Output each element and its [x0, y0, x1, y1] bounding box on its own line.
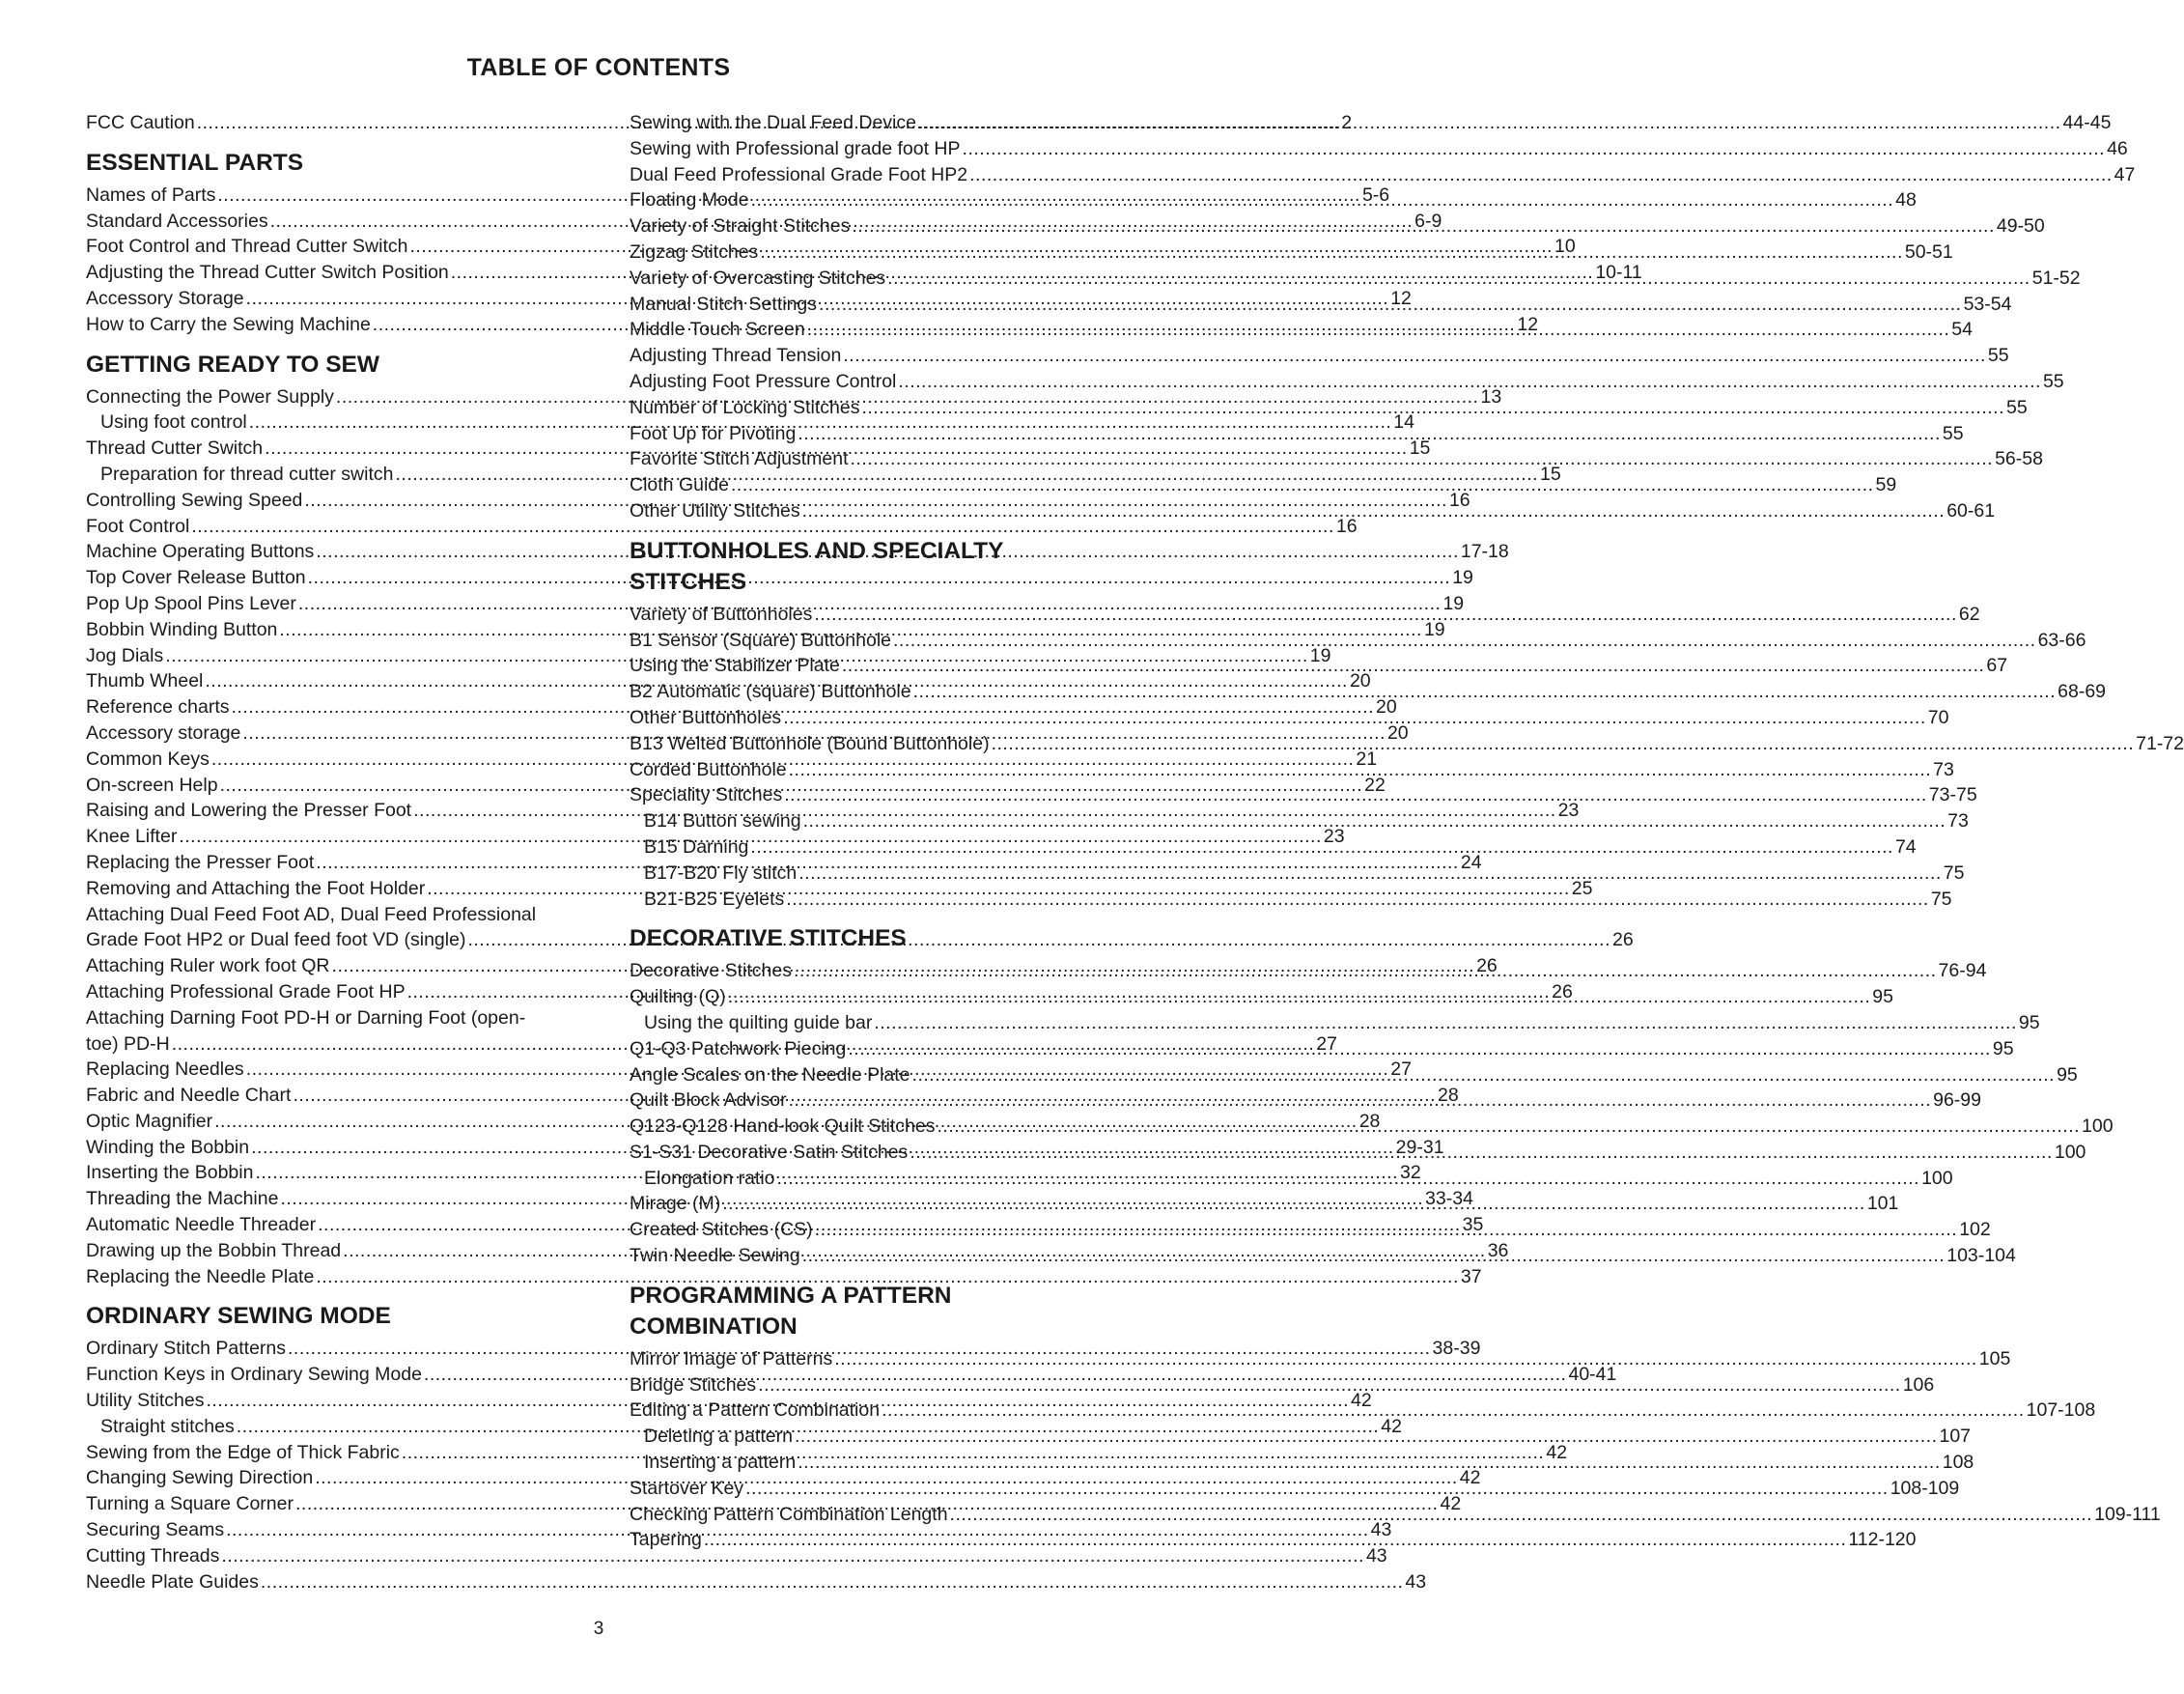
- toc-entry-title: Middle Touch Screen: [630, 319, 805, 341]
- toc-entry-page: 109-111: [2094, 1503, 2161, 1525]
- toc-entry-title: Winding the Bobbin: [86, 1136, 250, 1158]
- toc-entry-page: 55: [1942, 422, 1964, 444]
- toc-entry-title: Replacing the Needle Plate: [86, 1265, 315, 1287]
- toc-entry-page: 15: [1409, 438, 1431, 460]
- section-heading-line: PROGRAMMING A PATTERN: [630, 1282, 952, 1309]
- toc-leader-dots: [913, 679, 2057, 705]
- toc-entry-title: Connecting the Power Supply: [86, 385, 334, 408]
- toc-entry-page: 44-45: [2062, 112, 2112, 133]
- toc-leader-dots: [789, 1087, 1932, 1114]
- toc-leader-dots: [704, 1527, 1847, 1553]
- toc-entry-page: 19: [1423, 618, 1445, 640]
- toc-entry-page: 74: [1894, 835, 1917, 858]
- toc-entry-page: 42: [1381, 1415, 1402, 1437]
- toc-entry-title: Number of Locking Stitches: [630, 396, 860, 418]
- toc-entry-page: 76-94: [1938, 960, 1987, 982]
- toc-entry-title: Turning a Square Corner: [86, 1493, 294, 1515]
- toc-entry[interactable]: [86, 1264, 1482, 1290]
- toc-entry-title: B21-B25 Eyelets: [644, 888, 785, 910]
- toc-entry-page: 53-54: [1963, 293, 2012, 315]
- toc-entry-title: Jog Dials: [86, 644, 164, 666]
- toc-entry-page: 42: [1351, 1390, 1372, 1412]
- toc-entry-title: Machine Operating Buttons: [86, 541, 315, 563]
- toc-entry-title: Variety of Straight Stitches: [630, 215, 851, 238]
- toc-entry-page: 33-34: [1425, 1188, 1473, 1210]
- toc-entry-title: Threading the Machine: [86, 1188, 279, 1210]
- toc-entry-title: Speciality Stitches: [630, 784, 783, 806]
- toc-leader-dots: [722, 1191, 1865, 1217]
- toc-leader-dots: [795, 1424, 1938, 1450]
- toc-entry-title: Q123-Q128 Hand-look Quilt Stitches: [630, 1115, 936, 1138]
- toc-entry-title: Ordinary Stitch Patterns: [86, 1338, 286, 1360]
- toc-entry-page: 26: [1611, 929, 1634, 951]
- toc-entry-title: Accessory storage: [86, 721, 241, 744]
- toc-leader-dots: [815, 1217, 1958, 1243]
- toc-entry-page: 29-31: [1395, 1136, 1444, 1158]
- toc-entry-title: Fabric and Needle Chart: [86, 1085, 292, 1107]
- toc-entry-title: Decorative Stitches: [630, 960, 792, 982]
- toc-entry-page: 15: [1540, 463, 1561, 485]
- toc-entry-title: Cutting Threads: [86, 1544, 220, 1567]
- toc-entry-page: 71-72: [2136, 732, 2184, 754]
- toc-leader-dots: [834, 1346, 1977, 1372]
- toc-leader-dots: [731, 472, 1874, 498]
- page-number: 3: [593, 1619, 604, 1639]
- toc-entry-title: B15 Darning: [644, 835, 749, 858]
- toc-leader-dots: [898, 369, 2041, 395]
- section-heading-line: BUTTONHOLES AND SPECIALTY: [630, 537, 1004, 564]
- toc-entry-title: Needle Plate Guides: [86, 1570, 259, 1593]
- toc-entry-page: 95: [1872, 986, 1893, 1008]
- toc-entry-page: 56-58: [1995, 448, 2043, 470]
- toc-entry-page: 20: [1376, 696, 1397, 719]
- toc-entry-title: Variety of Buttonholes: [630, 603, 813, 625]
- section-heading: ORDINARY SEWING MODE: [86, 1303, 391, 1330]
- toc-entry-title: Replacing Needles: [86, 1059, 244, 1081]
- toc-leader-dots: [842, 653, 1985, 679]
- toc-entry-title: B17-B20 Fly stitch: [644, 861, 798, 884]
- toc-entry-page: 95: [1992, 1037, 2014, 1059]
- toc-entry-page: 27: [1390, 1059, 1412, 1081]
- toc-entry-page: 70: [1927, 706, 1949, 728]
- toc-entry-title: toe) PD-H: [86, 1032, 170, 1055]
- toc-entry-title: Top Cover Release Button: [86, 567, 306, 589]
- toc-entry-page: 107-108: [2026, 1399, 2096, 1422]
- toc-entry-page: 28: [1358, 1110, 1381, 1132]
- toc-leader-dots: [992, 731, 2135, 757]
- toc-entry-page: 42: [1459, 1467, 1481, 1489]
- toc-entry-page: 2: [1341, 112, 1353, 133]
- toc-entry-title: Sewing from the Edge of Thick Fabric: [86, 1441, 400, 1463]
- toc-entry-page: 63-66: [2037, 629, 2086, 651]
- toc-entry-title: B14 Button sewing: [644, 810, 801, 833]
- toc-entry-title: Common Keys: [86, 748, 210, 770]
- toc-entry-title: Using the Stabilizer Plate: [630, 655, 840, 677]
- toc-entry-title: Tapering: [630, 1529, 702, 1551]
- section-heading: [630, 1281, 1145, 1342]
- toc-leader-dots: [803, 808, 1946, 834]
- toc-entry-page: 26: [1476, 955, 1498, 977]
- toc-entry-page: 100: [2082, 1115, 2114, 1138]
- toc-entry-page: 73-75: [1928, 784, 1977, 806]
- toc-entry-page: 14: [1393, 411, 1414, 434]
- toc-entry-title: Bridge Stitches: [630, 1373, 757, 1396]
- toc-entry-page: 28: [1438, 1085, 1459, 1107]
- toc-leader-dots: [912, 1062, 2056, 1088]
- toc-entry-page: 19: [1452, 567, 1473, 589]
- toc-leader-dots: [843, 343, 1986, 369]
- toc-entry-title: Knee Lifter: [86, 826, 178, 848]
- toc-entry-title: Startover Key: [630, 1477, 744, 1499]
- section-heading-line: COMBINATION: [630, 1313, 798, 1340]
- toc-entry-title: Inserting the Bobbin: [86, 1162, 254, 1184]
- toc-entry-title: Twin Needle Sewing: [630, 1245, 800, 1267]
- toc-entry-title: Zigzag Stitches: [630, 240, 759, 263]
- toc-entry-title: Created Stitches (CS): [630, 1219, 813, 1241]
- toc-entry-title: Changing Sewing Direction: [86, 1467, 314, 1489]
- toc-leader-dots: [910, 1140, 2053, 1166]
- toc-entry-title: S1-S31 Decorative Satin Stitches: [630, 1141, 909, 1163]
- toc-entry-title: Preparation for thread cutter switch: [100, 463, 394, 485]
- toc-entry-title: Standard Accessories: [86, 210, 268, 232]
- toc-leader-dots: [794, 958, 1937, 984]
- toc-leader-dots: [851, 446, 1994, 472]
- toc-leader-dots: [918, 110, 2061, 136]
- toc-entry-page: 95: [2057, 1063, 2078, 1086]
- toc-entry[interactable]: [630, 162, 2136, 188]
- toc-leader-dots: [887, 266, 2030, 292]
- toc-entry-page: 47: [2114, 163, 2136, 185]
- toc-entry-page: 23: [1323, 826, 1345, 848]
- toc-entry-title: Foot Up for Pivoting: [630, 422, 797, 444]
- toc-entry-page: 75: [1930, 888, 1952, 910]
- toc-entry-page: 108: [1942, 1452, 1974, 1474]
- toc-entry-title: Variety of Overcasting Stitches: [630, 267, 886, 289]
- toc-entry-title: Deleting a pattern: [644, 1426, 793, 1448]
- toc-entry-title: Mirage (M): [630, 1193, 721, 1215]
- toc-entry-title: Checking Pattern Combination Length: [630, 1503, 948, 1525]
- toc-entry-page: 67: [1986, 655, 2008, 677]
- toc-entry-page: 17-18: [1460, 541, 1509, 563]
- toc-entry-page: 49-50: [1996, 215, 2045, 238]
- toc-entry-page: 55: [2006, 396, 2028, 418]
- toc-entry-title: Grade Foot HP2 or Dual feed foot VD (single): [86, 929, 466, 951]
- toc-entry-title: Using the quilting guide bar: [644, 1011, 873, 1033]
- toc-entry-title: Sewing with Professional grade foot HP: [630, 137, 961, 159]
- toc-entry-page: 106: [1902, 1373, 1935, 1396]
- toc-entry-page: 12: [1517, 313, 1539, 335]
- toc-entry-page: 23: [1557, 800, 1580, 822]
- toc-entry-line[interactable]: Attaching Darning Foot PD-H or Darning Foot (open-: [86, 1006, 526, 1029]
- toc-entry-page: 38-39: [1432, 1338, 1481, 1360]
- toc-entry-page: 96-99: [1933, 1089, 1981, 1112]
- toc-entry-title: Inserting a pattern: [644, 1452, 797, 1474]
- toc-entry-title: Foot Control: [86, 515, 190, 537]
- toc-entry-title: FCC Caution: [86, 112, 195, 133]
- toc-entry-page: 107: [1939, 1426, 1972, 1448]
- toc-entry-title: Automatic Needle Threader: [86, 1214, 317, 1236]
- toc-entry-title: Pop Up Spool Pins Lever: [86, 592, 296, 614]
- toc-entry-title: Thumb Wheel: [86, 670, 204, 692]
- toc-entry-title: Thread Cutter Switch: [86, 438, 264, 460]
- toc-entry[interactable]: [630, 887, 1952, 913]
- toc-entry-page: 37: [1460, 1265, 1482, 1287]
- toc-entry-title: Adjusting Foot Pressure Control: [630, 370, 897, 392]
- toc-entry[interactable]: [630, 110, 2112, 136]
- toc-entry-page: 5-6: [1361, 184, 1390, 206]
- toc-entry-title: Q1-Q3 Patchwork Piecing: [630, 1037, 847, 1059]
- toc-entry-title: Reference charts: [86, 696, 230, 719]
- toc-leader-dots: [777, 1166, 1920, 1192]
- toc-entry-title: Corded Buttonhole: [630, 758, 787, 780]
- toc-entry-page: 60-61: [1946, 499, 1996, 522]
- toc-entry-page: 16: [1448, 489, 1470, 511]
- toc-entry-title: Sewing with the Dual Feed Device: [630, 112, 916, 133]
- toc-entry-page: 6-9: [1414, 210, 1442, 232]
- toc-entry[interactable]: [86, 1543, 1387, 1569]
- toc-leader-dots: [852, 213, 1995, 240]
- toc-entry-page: 101: [1866, 1193, 1899, 1215]
- toc-entry-page: 22: [1364, 774, 1386, 796]
- toc-entry-title: Securing Seams: [86, 1519, 225, 1541]
- toc-entry-page: 105: [1978, 1347, 2011, 1369]
- toc-entry-title: Manual Stitch Settings: [630, 293, 818, 315]
- toc-leader-dots: [745, 1476, 1889, 1502]
- toc-entry-page: 20: [1349, 670, 1371, 692]
- toc-entry-page: 10: [1554, 236, 1576, 258]
- toc-leader-dots: [893, 628, 2036, 654]
- toc-entry-title: B2 Automatic (square) Buttonhole: [630, 681, 911, 703]
- toc-leader-dots: [874, 1010, 2017, 1036]
- toc-entry-page: 40-41: [1568, 1364, 1617, 1386]
- toc-entry[interactable]: [630, 1114, 2114, 1140]
- toc-leader-dots: [784, 782, 1927, 808]
- toc-entry-title: Controlling Sewing Speed: [86, 489, 303, 511]
- toc-leader-dots: [751, 187, 1894, 213]
- toc-entry[interactable]: [630, 1010, 2040, 1036]
- toc-entry-title: Other Utility Stitches: [630, 499, 800, 522]
- toc-leader-dots: [807, 317, 1950, 343]
- toc-entry-page: 21: [1356, 748, 1378, 770]
- toc-leader-dots: [798, 861, 1942, 887]
- toc-entry-page: 43: [1370, 1519, 1392, 1541]
- toc-leader-dots: [802, 498, 1946, 524]
- toc-entry-page: 103-104: [1946, 1245, 2016, 1267]
- toc-entry-title: Editing a Pattern Combination: [630, 1399, 881, 1422]
- toc-entry-title: On-screen Help: [86, 774, 218, 796]
- toc-entry[interactable]: [630, 136, 2128, 162]
- toc-entry-title: B13 Welted Buttonhole (Bound Buttonhole): [630, 732, 990, 754]
- toc-entry-page: 55: [2042, 370, 2064, 392]
- toc-entry-page: 48: [1895, 189, 1917, 212]
- toc-entry[interactable]: [630, 369, 2064, 395]
- toc-entry-title: Drawing up the Bobbin Thread: [86, 1239, 342, 1261]
- toc-entry-page: 24: [1460, 851, 1482, 873]
- toc-entry-title: Removing and Attaching the Foot Holder: [86, 877, 426, 899]
- toc-entry-title: Attaching Ruler work foot QR: [86, 955, 330, 977]
- toc-entry-page: 62: [1958, 603, 1980, 625]
- toc-entry-page: 13: [1480, 385, 1502, 408]
- toc-entry-title: Adjusting Thread Tension: [630, 345, 842, 367]
- toc-entry-page: 42: [1546, 1441, 1568, 1463]
- toc-entry-title: Mirror Image of Patterns: [630, 1347, 833, 1369]
- toc-entry-page: 27: [1316, 1032, 1337, 1055]
- toc-entry-title: Raising and Lowering the Presser Foot: [86, 800, 412, 822]
- toc-entry-page: 26: [1552, 980, 1573, 1002]
- toc-entry-title: Using foot control: [100, 411, 247, 434]
- toc-entry-page: 59: [1875, 474, 1897, 496]
- toc-entry[interactable]: [86, 1569, 1427, 1595]
- toc-entry[interactable]: [630, 343, 2009, 369]
- toc-leader-dots: [814, 602, 1957, 628]
- toc-entry-title: Dual Feed Professional Grade Foot HP2: [630, 163, 968, 185]
- toc-entry-title: How to Carry the Sewing Machine: [86, 313, 371, 335]
- toc-entry-page: 42: [1440, 1493, 1462, 1515]
- toc-entry-page: 19: [1442, 592, 1465, 614]
- toc-entry-page: 12: [1390, 287, 1412, 309]
- toc-leader-dots: [882, 1398, 2025, 1424]
- toc-leader-dots: [950, 1502, 2093, 1528]
- toc-entry-page: 35: [1462, 1214, 1484, 1236]
- toc-entry-page: 46: [2107, 137, 2128, 159]
- toc-entry-page: 25: [1571, 877, 1593, 899]
- toc-leader-dots: [938, 1114, 2081, 1140]
- toc-entry-page: 112-120: [1848, 1529, 1917, 1551]
- toc-entry-title: Bobbin Winding Button: [86, 618, 278, 640]
- toc-entry-page: 43: [1405, 1570, 1427, 1593]
- toc-leader-dots: [789, 757, 1932, 783]
- toc-entry-page: 100: [1921, 1167, 1953, 1189]
- section-heading: [630, 536, 1145, 598]
- toc-leader-dots: [760, 240, 1903, 266]
- toc-entry-page: 54: [1951, 319, 1973, 341]
- toc-entry-page: 100: [2054, 1141, 2086, 1163]
- toc-entry-title: Other Buttonholes: [630, 706, 782, 728]
- toc-entry-title: Floating Mode: [630, 189, 749, 212]
- toc-leader-dots: [848, 1036, 1991, 1062]
- toc-leader-dots: [783, 705, 1926, 731]
- toc-leader-dots: [798, 421, 1941, 447]
- toc-leader-dots: [861, 395, 2004, 421]
- toc-entry-title: Quilt Block Advisor: [630, 1089, 787, 1112]
- toc-leader-dots: [261, 1569, 1404, 1595]
- toc-entry-page: 68-69: [2058, 681, 2107, 703]
- section-heading: GETTING READY TO SEW: [86, 351, 380, 378]
- toc-entry-title: Elongation ratio: [644, 1167, 775, 1189]
- toc-entry-title: Straight stitches: [100, 1415, 235, 1437]
- toc-entry-page: 75: [1943, 861, 1965, 884]
- toc-entry-title: Replacing the Presser Foot: [86, 851, 315, 873]
- toc-entry-page: 43: [1365, 1544, 1387, 1567]
- toc-leader-dots: [963, 136, 2106, 162]
- toc-leader-dots: [819, 292, 1962, 318]
- toc-entry-page: 19: [1309, 644, 1331, 666]
- toc-entry-title: Quilting (Q): [630, 986, 726, 1008]
- toc-leader-dots: [969, 162, 2113, 188]
- section-heading-line: STITCHES: [630, 568, 747, 595]
- toc-leader-dots: [750, 834, 1893, 861]
- section-heading: ESSENTIAL PARTS: [86, 149, 304, 176]
- toc-leader-dots: [798, 1450, 1941, 1476]
- toc-entry-page: 32: [1400, 1162, 1421, 1184]
- toc-entry-title: Accessory Storage: [86, 287, 244, 309]
- toc-entry[interactable]: [86, 514, 1358, 540]
- toc-entry-title: Adjusting the Thread Cutter Switch Position: [86, 262, 449, 284]
- toc-entry-line[interactable]: Attaching Dual Feed Foot AD, Dual Feed Professional: [86, 903, 537, 925]
- toc-entry-title: Names of Parts: [86, 184, 216, 206]
- toc-entry-page: 20: [1386, 721, 1409, 744]
- toc-leader-dots: [786, 887, 1929, 913]
- toc-entry-title: Attaching Professional Grade Foot HP: [86, 980, 406, 1002]
- toc-entry-page: 50-51: [1904, 240, 1953, 263]
- toc-entry-page: 51-52: [2031, 267, 2081, 289]
- toc-entry-title: Favorite Stitch Adjustment: [630, 448, 849, 470]
- toc-leader-dots: [758, 1372, 1901, 1398]
- toc-entry-title: Utility Stitches: [86, 1390, 205, 1412]
- toc-entry-title: Cloth Guide: [630, 474, 729, 496]
- toc-entry-title: B1 Sensor (Square) Buttonhole: [630, 629, 892, 651]
- toc-entry-page: 108-109: [1890, 1477, 1960, 1499]
- section-heading: DECORATIVE STITCHES: [630, 925, 907, 952]
- toc-leader-dots: [728, 984, 1871, 1010]
- page-title: TABLE OF CONTENTS: [466, 54, 731, 81]
- toc-entry-page: 73: [1933, 758, 1954, 780]
- toc-entry-page: 73: [1947, 810, 1969, 833]
- toc-entry-title: Angle Scales on the Needle Plate: [630, 1063, 910, 1086]
- toc-entry-page: 102: [1959, 1219, 1991, 1241]
- toc-entry-page: 55: [1987, 345, 2009, 367]
- toc-entry-page: 10-11: [1595, 262, 1642, 284]
- toc-entry-page: 16: [1335, 515, 1358, 537]
- toc-entry-page: 36: [1487, 1239, 1509, 1261]
- toc-leader-dots: [802, 1243, 1946, 1269]
- toc-entry-title: Optic Magnifier: [86, 1110, 213, 1132]
- toc-entry-page: 95: [2018, 1011, 2040, 1033]
- toc-entry-title: Function Keys in Ordinary Sewing Mode: [86, 1364, 422, 1386]
- toc-entry-title: Foot Control and Thread Cutter Switch: [86, 236, 408, 258]
